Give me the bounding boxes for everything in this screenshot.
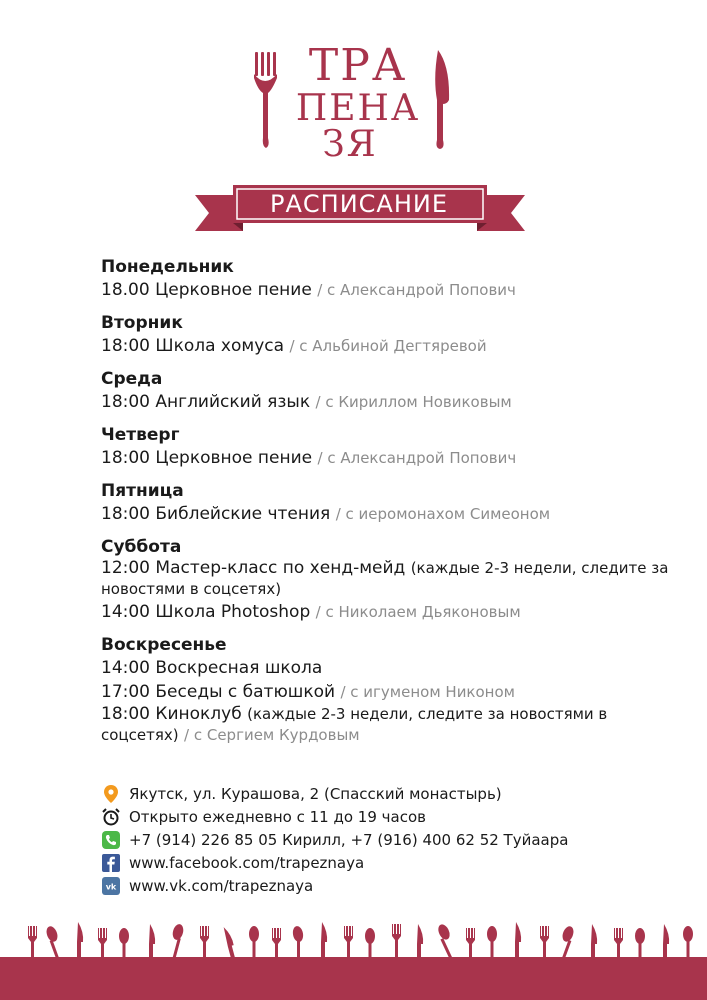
address-text: Якутск, ул. Курашова, 2 (Спасский монастырь) (129, 784, 502, 803)
trapeznaya-logo (250, 38, 460, 178)
spoon-icon (292, 925, 305, 960)
logo-text: ТРА (308, 40, 408, 91)
day-monday (101, 256, 681, 302)
alarm-clock-icon (101, 807, 121, 827)
contact-phones (101, 828, 661, 851)
day-saturday (101, 536, 681, 624)
location-pin-icon (101, 784, 121, 804)
contact-facebook (101, 851, 661, 874)
svg-text:vk: vk (105, 882, 117, 891)
spoon-icon (436, 923, 452, 960)
knife-icon (515, 922, 521, 960)
fork-icon (28, 926, 37, 960)
schedule-item: 18:00 Библейские чтения / с иеромонахом Симеоном (101, 504, 551, 524)
schedule-item: 18:00 Церковное пение / с Александрой Попович (101, 448, 517, 468)
fork-icon (466, 928, 475, 960)
vk-link[interactable]: www.vk.com/trapeznaya (129, 876, 314, 895)
schedule-item: 18:00 Английский язык / с Кириллом Новиковым (101, 392, 512, 412)
spoon-icon (635, 928, 645, 960)
schedule-item: 18:00 Школа хомуса / с Альбиной Дегтяревой (101, 336, 487, 356)
facebook-link[interactable]: www.facebook.com/trapeznaya (129, 853, 365, 872)
schedule-item: 14:00 Воскресная школа (101, 658, 323, 678)
svg-text:ЗЯ: ЗЯ (322, 124, 378, 165)
spoon-icon (561, 925, 576, 960)
spoon-icon (45, 925, 60, 960)
day-tuesday (101, 312, 681, 358)
day-wednesday (101, 368, 681, 414)
knife-icon (417, 924, 423, 960)
schedule-item: 18:00 Киноклуб (каждые 2-3 недели, следите за новостями в соцсетях) / с Сергием Курдовым (101, 704, 608, 744)
contacts (101, 782, 661, 897)
day-friday (101, 480, 681, 526)
fork-icon (254, 52, 277, 148)
spoon-icon (119, 928, 129, 960)
day-name: Четверг (101, 425, 180, 445)
vk-icon (101, 876, 121, 896)
spoon-icon (683, 926, 693, 960)
spoon-icon (249, 926, 259, 960)
facebook-icon (101, 853, 121, 873)
knife-icon (591, 924, 597, 960)
knife-icon (321, 922, 327, 960)
schedule-item: 12:00 Мастер-класс по хенд-мейд (каждые 2-3 недели, следите за новостями в соцсетях) (101, 558, 669, 598)
fork-icon (272, 928, 281, 960)
fork-icon (540, 926, 549, 960)
footer-band (0, 957, 707, 1000)
day-thursday (101, 424, 681, 470)
contact-address (101, 782, 661, 805)
whatsapp-phone-icon (101, 830, 121, 850)
schedule-item: 18.00 Церковное пение / с Александрой Попович (101, 280, 516, 300)
fork-icon (200, 926, 209, 960)
fork-icon (344, 926, 353, 960)
spoon-icon (171, 923, 185, 960)
knife-icon (223, 926, 238, 960)
day-name: Среда (101, 369, 163, 389)
contact-hours (101, 805, 661, 828)
fork-icon (98, 928, 107, 960)
day-name: Понедельник (101, 257, 234, 277)
svg-text:ПЕНА: ПЕНА (295, 88, 421, 129)
fork-icon (614, 928, 623, 960)
fork-icon (392, 924, 401, 960)
spoon-icon (487, 926, 497, 960)
contact-vk (101, 874, 661, 897)
day-name: Суббота (101, 537, 182, 557)
schedule-item: 17:00 Беседы с батюшкой / с игуменом Никоном (101, 682, 515, 702)
knife-icon (77, 922, 83, 960)
phones-text[interactable]: +7 (914) 226 85 05 Кирилл, +7 (916) 400 62 52 Туйаара (129, 830, 569, 849)
spoon-icon (365, 928, 375, 960)
knife-icon (663, 924, 669, 960)
day-name: Воскресенье (101, 635, 227, 655)
knife-icon (435, 50, 449, 149)
banner-title: РАСПИСАНИЕ (270, 190, 448, 218)
schedule-item: 14:00 Школа Photoshop / с Николаем Дьяконовым (101, 602, 521, 622)
day-sunday (101, 634, 681, 746)
day-name: Вторник (101, 313, 183, 333)
cutlery-border (0, 918, 707, 960)
day-name: Пятница (101, 481, 184, 501)
schedule-list (101, 256, 681, 756)
hours-text: Открыто ежедневно с 11 до 19 часов (129, 807, 426, 826)
knife-icon (149, 924, 155, 960)
